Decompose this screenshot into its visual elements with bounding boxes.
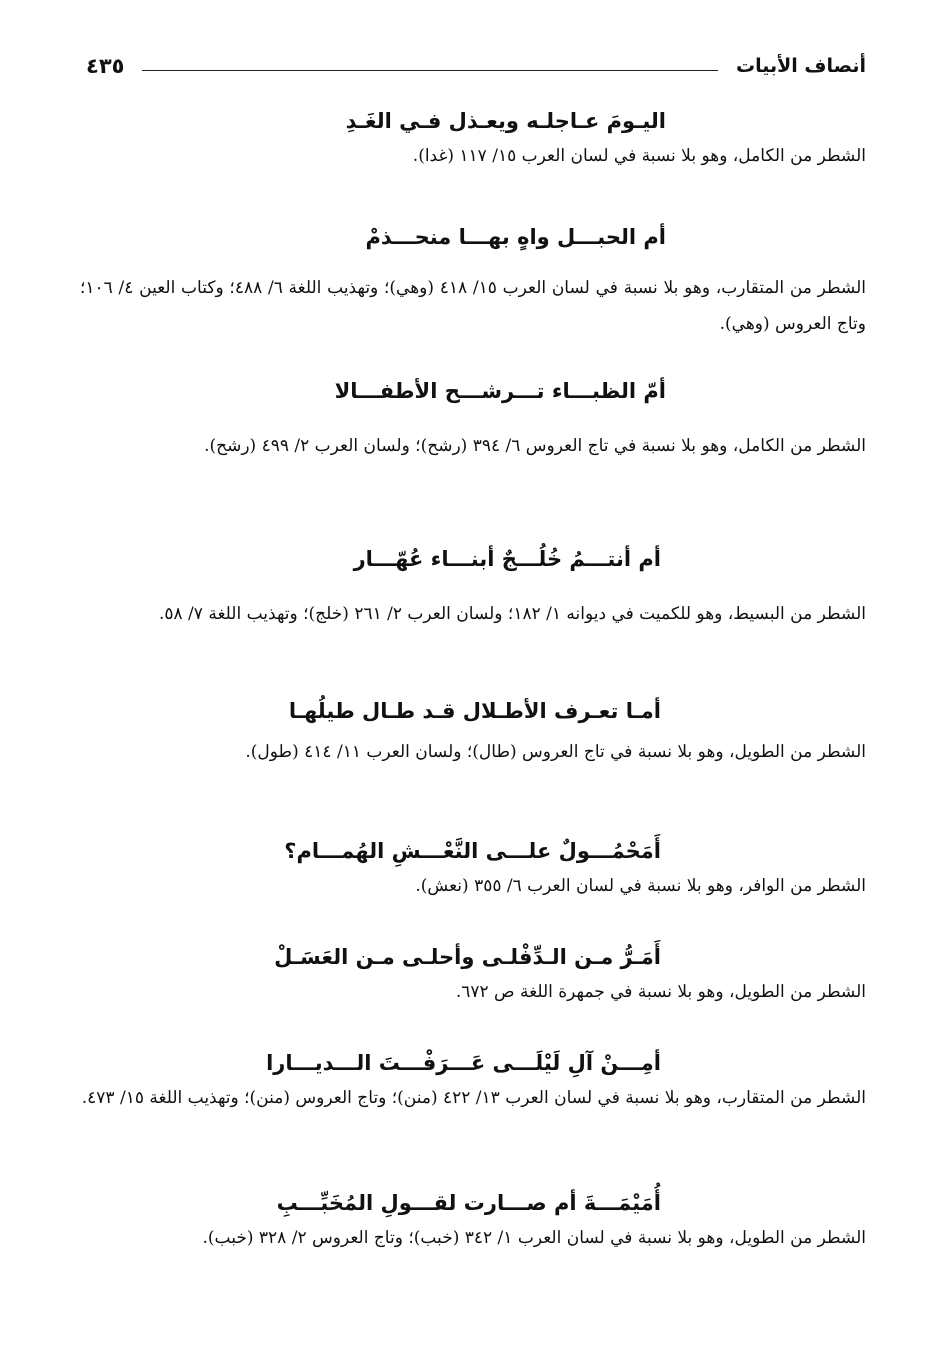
- verse-entry: [80, 694, 866, 770]
- verse-line: أمـا تعـرف الأطـلال قـد طـال طيلُهـا: [288, 699, 661, 723]
- verse-entry: [80, 542, 866, 632]
- verse-description: الشطر من الطويل، وهو بلا نسبة في جمهرة اللغة ص ٦٧٢.: [455, 982, 866, 1002]
- verse-entry: [80, 834, 866, 904]
- verse-entry: [80, 220, 866, 342]
- verse-description: الشطر من الطويل، وهو بلا نسبة في تاج العروس (طال)؛ ولسان العرب ١١/ ٤١٤ (طول).: [245, 742, 866, 762]
- verse-entry: [80, 374, 866, 464]
- running-title: أنصاف الأبيات: [736, 55, 866, 77]
- verse-line: أَمَـرُّ مـن الـدِّفْلـى وأحلـى مـن العَسَـلْ: [274, 945, 661, 969]
- verse-line: أَمَحْمُـــولٌ علـــى النَّعْـــشِ الهُمـــام؟: [284, 839, 661, 863]
- verse-description: الشطر من الكامل، وهو بلا نسبة في تاج العروس ٦/ ٣٩٤ (رشح)؛ ولسان العرب ٢/ ٤٩٩ (رشح).: [204, 436, 866, 456]
- verse-description: الشطر من المتقارب، وهو بلا نسبة في لسان العرب ١٣/ ٤٢٢ (منن)؛ وتاج العروس (منن)؛ وتهذيب اللغة ١٥/ ٤٧٣.: [81, 1088, 866, 1108]
- verse-entry: [80, 940, 866, 1010]
- verse-line: اليـومَ عـاجلـه ويعـذل فـي الغَـدِ: [345, 109, 666, 133]
- verse-line: أم أنتـــمُ خُلُـــجٌ أبنـــاء عُهّـــار: [353, 547, 661, 571]
- verse-description: الشطر من البسيط، وهو للكميت في ديوانه ١/ ١٨٢؛ ولسان العرب ٢/ ٢٦١ (خلج)؛ وتهذيب اللغة ٧/ ٥٨.: [158, 604, 866, 624]
- verse-line: أم الحبـــل واهٍ بهـــا منحـــذمْ: [365, 225, 666, 249]
- verse-description: الشطر من الطويل، وهو بلا نسبة في لسان العرب ١/ ٣٤٢ (خبب)؛ وتاج العروس ٢/ ٣٢٨ (خبب).: [202, 1228, 866, 1248]
- header-rule: [142, 70, 718, 71]
- verse-line: أمِـــنْ آلِ لَيْلَـــى عَـــرَفْـــتَ الـــديـــارا: [266, 1051, 661, 1075]
- verse-entry: [80, 1186, 866, 1256]
- verse-description: الشطر من المتقارب، وهو بلا نسبة في لسان العرب ١٥/ ٤١٨ (وهي)؛ وتهذيب اللغة ٦/ ٤٨٨؛ وكتاب العين ٤/ ١٠٦؛ وتاج العروس (وهي).: [80, 278, 866, 334]
- verse-entry: [80, 1046, 866, 1116]
- page-number: ٤٣٥: [86, 54, 125, 78]
- verse-line: أُمَيْمَـــةَ أم صـــارت لقـــولِ المُخَبِّـــبِ: [276, 1191, 661, 1215]
- verse-description: الشطر من الكامل، وهو بلا نسبة في لسان العرب ١٥/ ١١٧ (غدا).: [412, 146, 866, 166]
- verse-line: أمّ الظبـــاء تـــرشـــح الأطفـــالا: [334, 379, 666, 403]
- verse-description: الشطر من الوافر، وهو بلا نسبة في لسان العرب ٦/ ٣٥٥ (نعش).: [415, 876, 866, 896]
- verse-entry: [80, 104, 866, 174]
- page-header: [86, 48, 866, 84]
